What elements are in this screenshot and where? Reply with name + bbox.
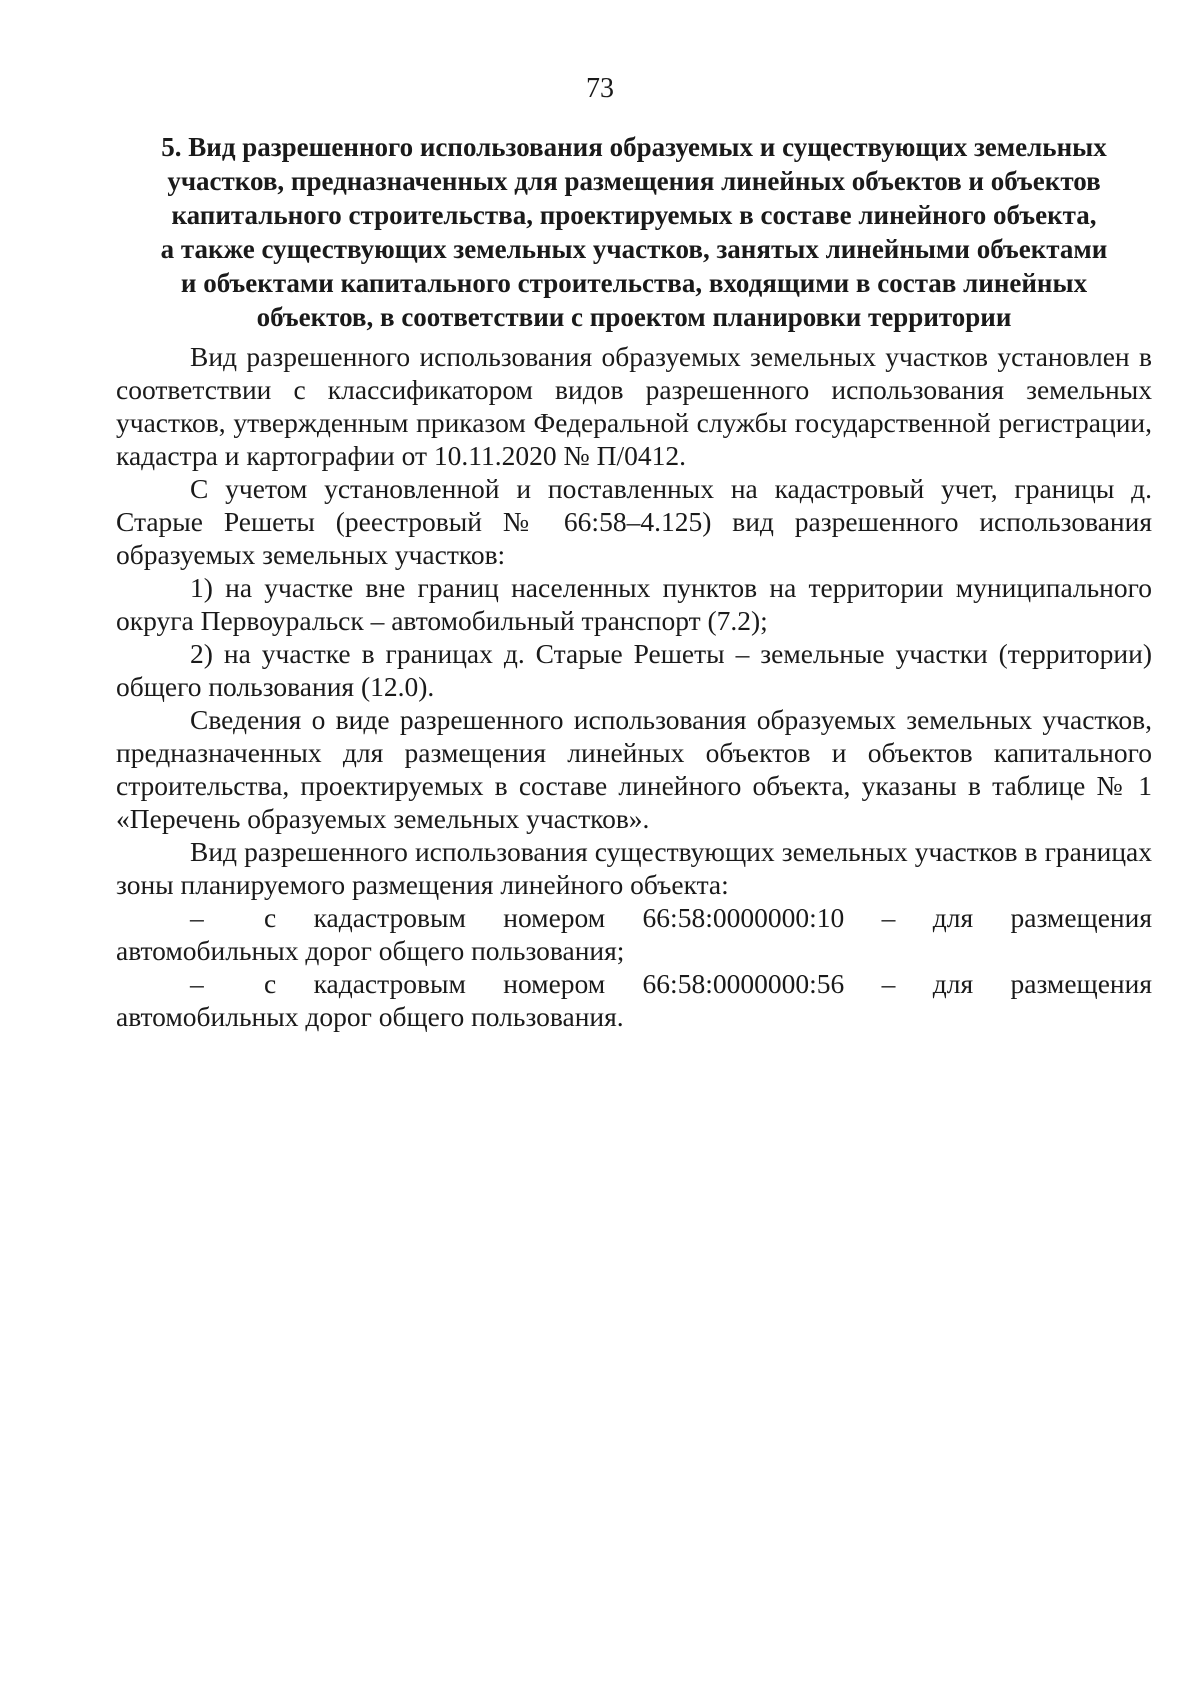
- dash-list-item: [116, 967, 1152, 1033]
- page-number: 73: [586, 73, 614, 104]
- heading-line: 5. Вид разрешенного использования образуемых и существующих земельных: [161, 132, 1107, 162]
- heading-line: объектов, в соответствии с проектом планировки территории: [256, 302, 1012, 332]
- paragraph: Сведения о виде разрешенного использования образуемых земельных участков, предназначенных для размещения линейных объектов и объектов капитального строительства, проектируемых в составе линейного объекта, указаны в таблице № 1 «Перечень образуемых земельных участков».: [116, 704, 1152, 834]
- paragraph: Вид разрешенного использования образуемых земельных участков установлен в соответствии с классификатором видов разрешенного использования земельных участков, утвержденным приказом Федеральной службы государственной регистрации, кадастра и картографии от 10.11.2020 № П/0412.: [116, 341, 1152, 471]
- heading-line: а также существующих земельных участков, занятых линейными объектами: [160, 234, 1108, 264]
- list-item: 1) на участке вне границ населенных пунктов на территории муниципального округа Первоуральск – автомобильный транспорт (7.2);: [116, 572, 1152, 636]
- heading-line: и объектами капитального строительства, входящими в состав линейных: [180, 268, 1088, 298]
- document-body: [116, 130, 1152, 1033]
- list-item: 2) на участке в границах д. Старые Решеты – земельные участки (территории) общего пользования (12.0).: [116, 638, 1152, 702]
- paragraph: С учетом установленной и поставленных на кадастровый учет, границы д. Старые Решеты (реестровый № 66:58–4.125) вид разрешенного использования образуемых земельных участков:: [116, 473, 1152, 570]
- section-heading: [116, 130, 1152, 334]
- heading-line: капитального строительства, проектируемых в составе линейного объекта,: [171, 200, 1097, 230]
- dash-marker: –: [190, 902, 204, 933]
- paragraph: Вид разрешенного использования существующих земельных участков в границах зоны планируемого размещения линейного объекта:: [116, 836, 1152, 900]
- dash-marker: –: [190, 968, 204, 999]
- dash-item-text: с кадастровым номером 66:58:0000000:56 – для размещения автомобильных дорог общего пользования.: [116, 968, 1152, 1032]
- dash-item-text: с кадастровым номером 66:58:0000000:10 – для размещения автомобильных дорог общего пользования;: [116, 902, 1152, 966]
- dash-list-item: [116, 901, 1152, 967]
- heading-line: участков, предназначенных для размещения линейных объектов и объектов: [167, 166, 1101, 196]
